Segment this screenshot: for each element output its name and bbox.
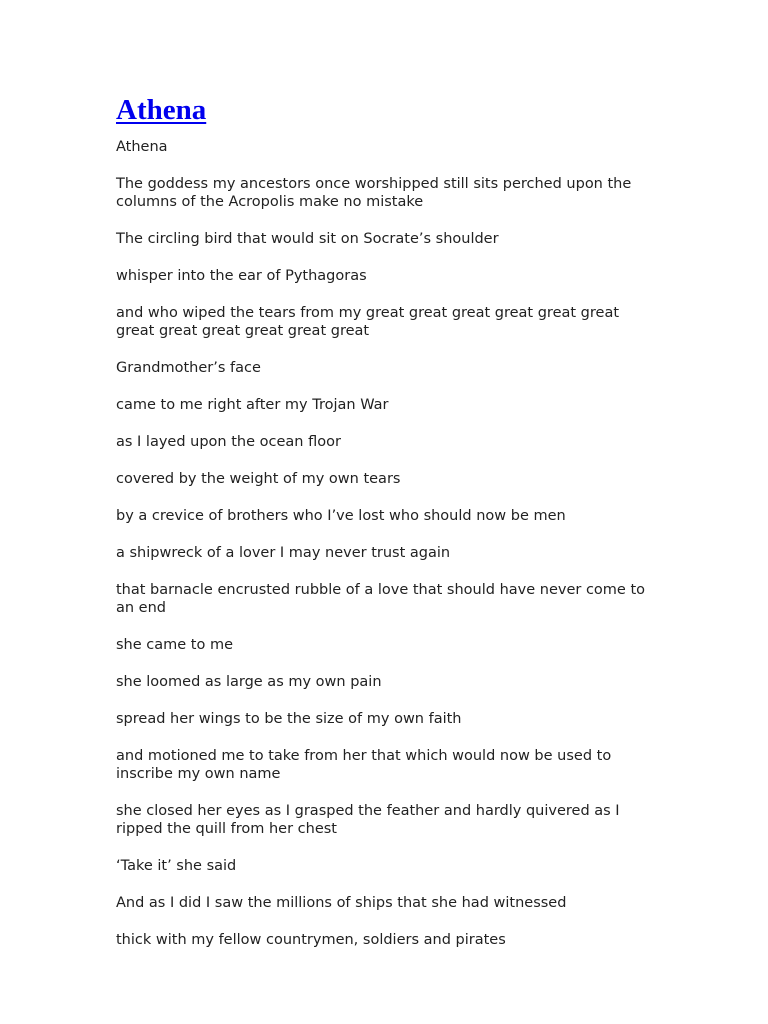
poem-line: whisper into the ear of Pythagoras [116,268,367,284]
poem-line: a shipwreck of a lover I may never trust again [116,545,451,561]
poem-line: And as I did I saw the millions of ships that she had witnessed [116,895,567,911]
poem-line: spread her wings to be the size of my own faith [116,711,462,727]
poem-line: she loomed as large as my own pain [116,674,382,690]
poem-line: The circling bird that would sit on Socrate’s shoulder [116,231,499,247]
poem-line: that barnacle encrusted rubble of a love that should have never come to an end [116,582,646,616]
poem-line: as I layed upon the ocean floor [116,434,341,450]
poem-line: and motioned me to take from her that which would now be used to inscribe my own name [116,748,612,782]
poem-line: Grandmother’s face [116,360,261,376]
poem-line: she closed her eyes as I grasped the feather and hardly quivered as I ripped the quill from her chest [116,803,620,837]
poem-line: she came to me [116,637,233,653]
document-title-link[interactable]: Athena [116,94,207,126]
poem-line: covered by the weight of my own tears [116,471,401,487]
document-page [116,92,661,949]
poem-line: thick with my fellow countrymen, soldiers and pirates [116,932,506,948]
poem-line: came to me right after my Trojan War [116,397,389,413]
poem-line: Athena [116,139,168,155]
poem-line: and who wiped the tears from my great great great great great great great great great great great great [116,305,620,339]
poem-line: The goddess my ancestors once worshipped still sits perched upon the columns of the Acropolis make no mistake [116,176,632,210]
poem-line: ‘Take it’ she said [116,858,237,874]
poem-line: by a crevice of brothers who I’ve lost who should now be men [116,508,566,524]
